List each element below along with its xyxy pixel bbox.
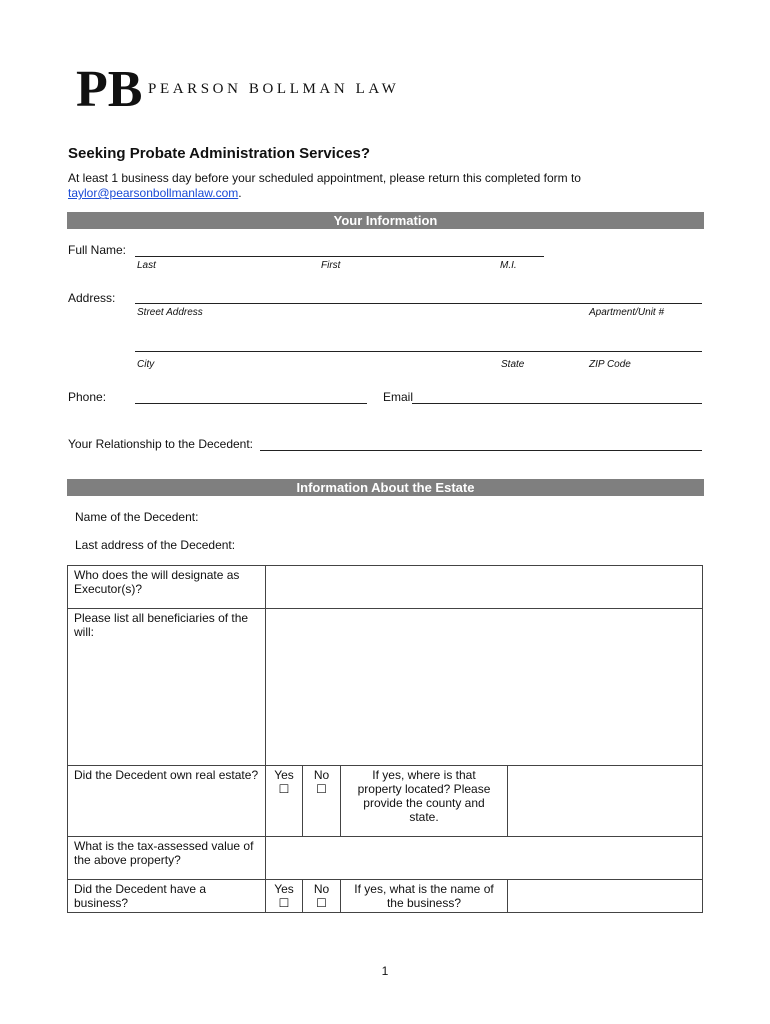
tax-value-question: What is the tax-assessed value of the above property? xyxy=(68,837,266,880)
intro-text xyxy=(68,171,581,201)
phone-field[interactable] xyxy=(135,403,367,404)
city-caption: City xyxy=(137,359,155,370)
business-yes-label: Yes xyxy=(274,882,294,896)
page-heading: Seeking Probate Administration Services? xyxy=(68,145,371,162)
executor-question: Who does the will designate as Executor(s)? xyxy=(68,566,266,609)
real-estate-no-cell xyxy=(303,766,341,837)
phone-label: Phone: xyxy=(68,390,107,404)
full-name-last-caption: Last xyxy=(137,260,156,271)
table-row xyxy=(68,766,703,837)
decedent-address-label: Last address of the Decedent: xyxy=(75,538,236,552)
estate-table xyxy=(67,565,703,913)
street-address-caption: Street Address xyxy=(137,307,203,318)
table-row xyxy=(68,837,703,880)
page-number: 1 xyxy=(381,964,389,978)
full-name-mi-caption: M.I. xyxy=(500,260,517,271)
real-estate-followup: If yes, where is that property located? Please provide the county and state. xyxy=(341,766,508,837)
table-row xyxy=(68,880,703,913)
logo-letter-p: PB xyxy=(76,61,143,118)
real-estate-yes-label: Yes xyxy=(274,768,294,782)
firm-logo xyxy=(76,60,143,118)
zip-caption: ZIP Code xyxy=(589,359,631,370)
intro-period: . xyxy=(238,186,242,200)
business-no-label: No xyxy=(313,882,330,896)
table-row xyxy=(68,609,703,766)
business-followup: If yes, what is the name of the business? xyxy=(341,880,508,913)
decedent-name-label: Name of the Decedent: xyxy=(75,510,199,524)
real-estate-no-label: No xyxy=(313,768,330,782)
executor-answer-cell[interactable] xyxy=(266,566,703,609)
full-name-first-caption: First xyxy=(321,260,341,271)
business-question: Did the Decedent have a business? xyxy=(68,880,266,913)
business-no-checkbox[interactable]: ☐ xyxy=(316,896,327,910)
real-estate-location-cell[interactable] xyxy=(508,766,703,837)
intro-line-1: At least 1 business day before your scheduled appointment, please return this completed form to xyxy=(68,171,581,185)
real-estate-yes-checkbox[interactable]: ☐ xyxy=(278,782,290,796)
email-label: Email xyxy=(383,390,414,404)
real-estate-question: Did the Decedent own real estate? xyxy=(68,766,266,837)
street-address-field[interactable] xyxy=(135,303,702,304)
city-state-zip-field[interactable] xyxy=(135,351,702,352)
business-no-cell xyxy=(303,880,341,913)
business-yes-cell xyxy=(266,880,303,913)
full-name-label: Full Name: xyxy=(68,243,127,257)
real-estate-yes-cell xyxy=(266,766,303,837)
tax-value-answer-cell[interactable] xyxy=(266,837,703,880)
email-link[interactable]: taylor@pearsonbollmanlaw.com xyxy=(68,186,239,200)
firm-name: PEARSON BOLLMAN LAW xyxy=(148,81,400,97)
relationship-label: Your Relationship to the Decedent: xyxy=(68,437,254,451)
relationship-field[interactable] xyxy=(260,450,702,451)
email-field[interactable] xyxy=(412,403,702,404)
real-estate-no-checkbox[interactable]: ☐ xyxy=(316,782,327,796)
table-row xyxy=(68,566,703,609)
business-yes-checkbox[interactable]: ☐ xyxy=(278,896,290,910)
address-label: Address: xyxy=(68,291,116,305)
your-information-header: Your Information xyxy=(67,212,704,229)
full-name-field[interactable] xyxy=(135,256,544,257)
estate-information-header: Information About the Estate xyxy=(67,479,704,496)
apartment-caption: Apartment/Unit # xyxy=(589,307,665,318)
business-name-cell[interactable] xyxy=(508,880,703,913)
beneficiaries-question: Please list all beneficiaries of the will: xyxy=(68,609,266,766)
beneficiaries-answer-cell[interactable] xyxy=(266,609,703,766)
state-caption: State xyxy=(501,359,525,370)
intro-line-2 xyxy=(68,186,581,201)
